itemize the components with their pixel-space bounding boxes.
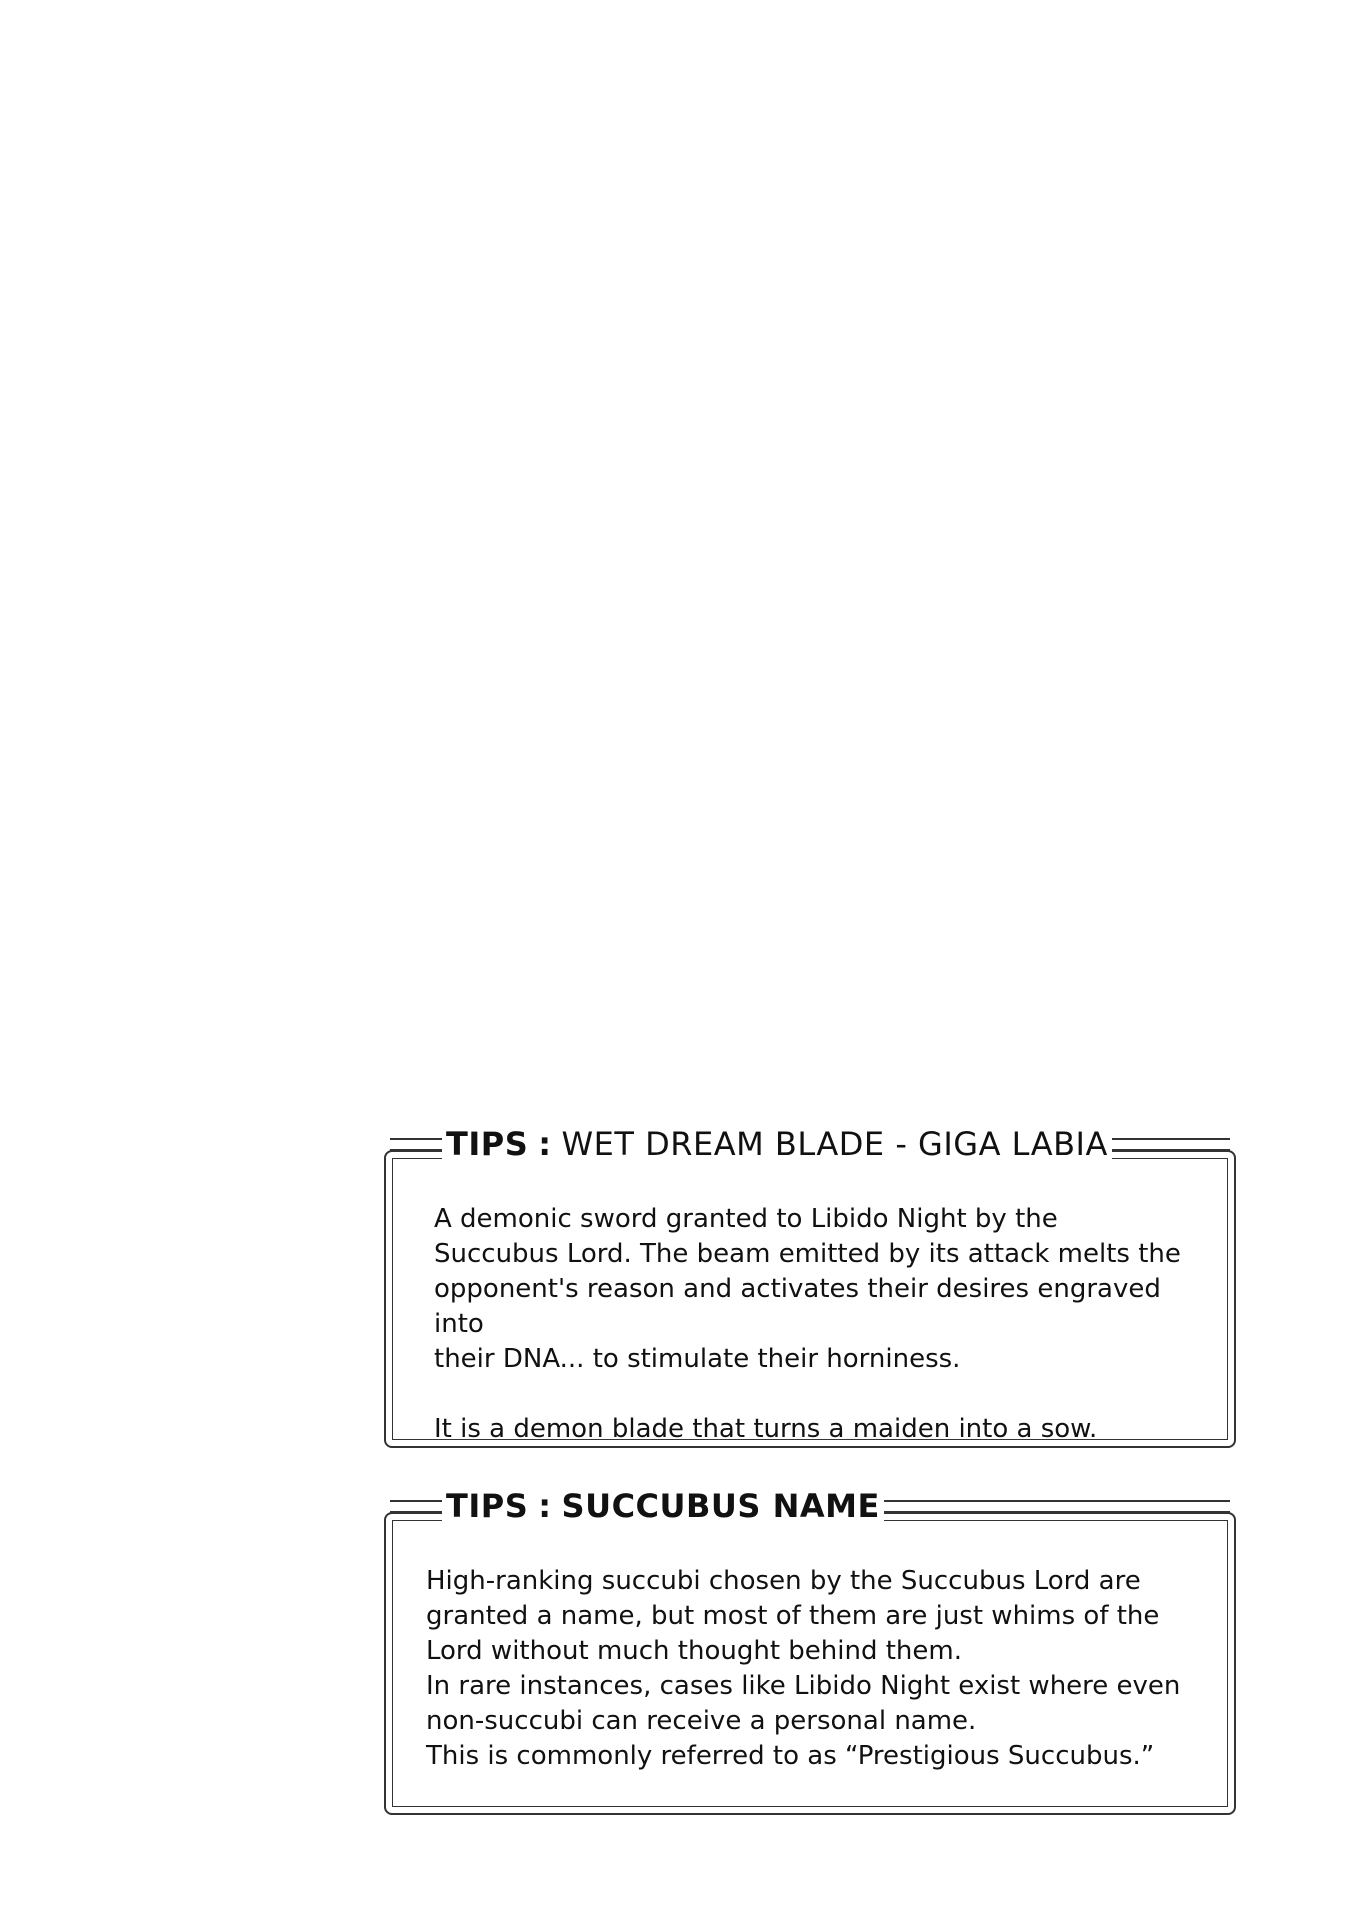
header-double-line (390, 1500, 442, 1513)
tips-header (384, 1124, 1236, 1164)
body-closing-line: It is a demon blade that turns a maiden into a sow. (434, 1414, 1098, 1444)
tips-name: SUCCUBUS NAME (561, 1487, 880, 1525)
tips-box-giga-labia (384, 1125, 1236, 1448)
body-line: opponent's reason and activates their desires engraved into (434, 1274, 1161, 1339)
header-double-line (884, 1500, 1230, 1513)
tips-body (426, 1564, 1212, 1774)
body-line: Succubus Lord. The beam emitted by its attack melts the (434, 1239, 1181, 1269)
tips-label: TIPS (446, 1487, 529, 1525)
body-line: A demonic sword granted to Libido Night by the (434, 1204, 1058, 1234)
body-line: In rare instances, cases like Libido Night exist where even (426, 1671, 1181, 1701)
header-double-line (1112, 1138, 1230, 1151)
body-line: High-ranking succubi chosen by the Succubus Lord are (426, 1566, 1141, 1596)
tips-name: WET DREAM BLADE - GIGA LABIA (561, 1125, 1108, 1163)
tips-box-succubus-name (384, 1487, 1236, 1815)
tips-separator: : (538, 1487, 552, 1525)
tips-title (442, 1487, 884, 1525)
header-double-line (390, 1138, 442, 1151)
tips-header (384, 1486, 1236, 1526)
body-line: This is commonly referred to as “Prestigious Succubus.” (426, 1741, 1155, 1771)
tips-label: TIPS (446, 1125, 529, 1163)
body-line: their DNA... to stimulate their horniness. (434, 1344, 961, 1374)
tips-title (442, 1125, 1112, 1163)
tips-body (434, 1202, 1212, 1447)
body-line: non-succubi can receive a personal name. (426, 1706, 977, 1736)
body-line: granted a name, but most of them are just whims of the (426, 1601, 1160, 1631)
body-line: Lord without much thought behind them. (426, 1636, 962, 1666)
tips-separator: : (538, 1125, 552, 1163)
